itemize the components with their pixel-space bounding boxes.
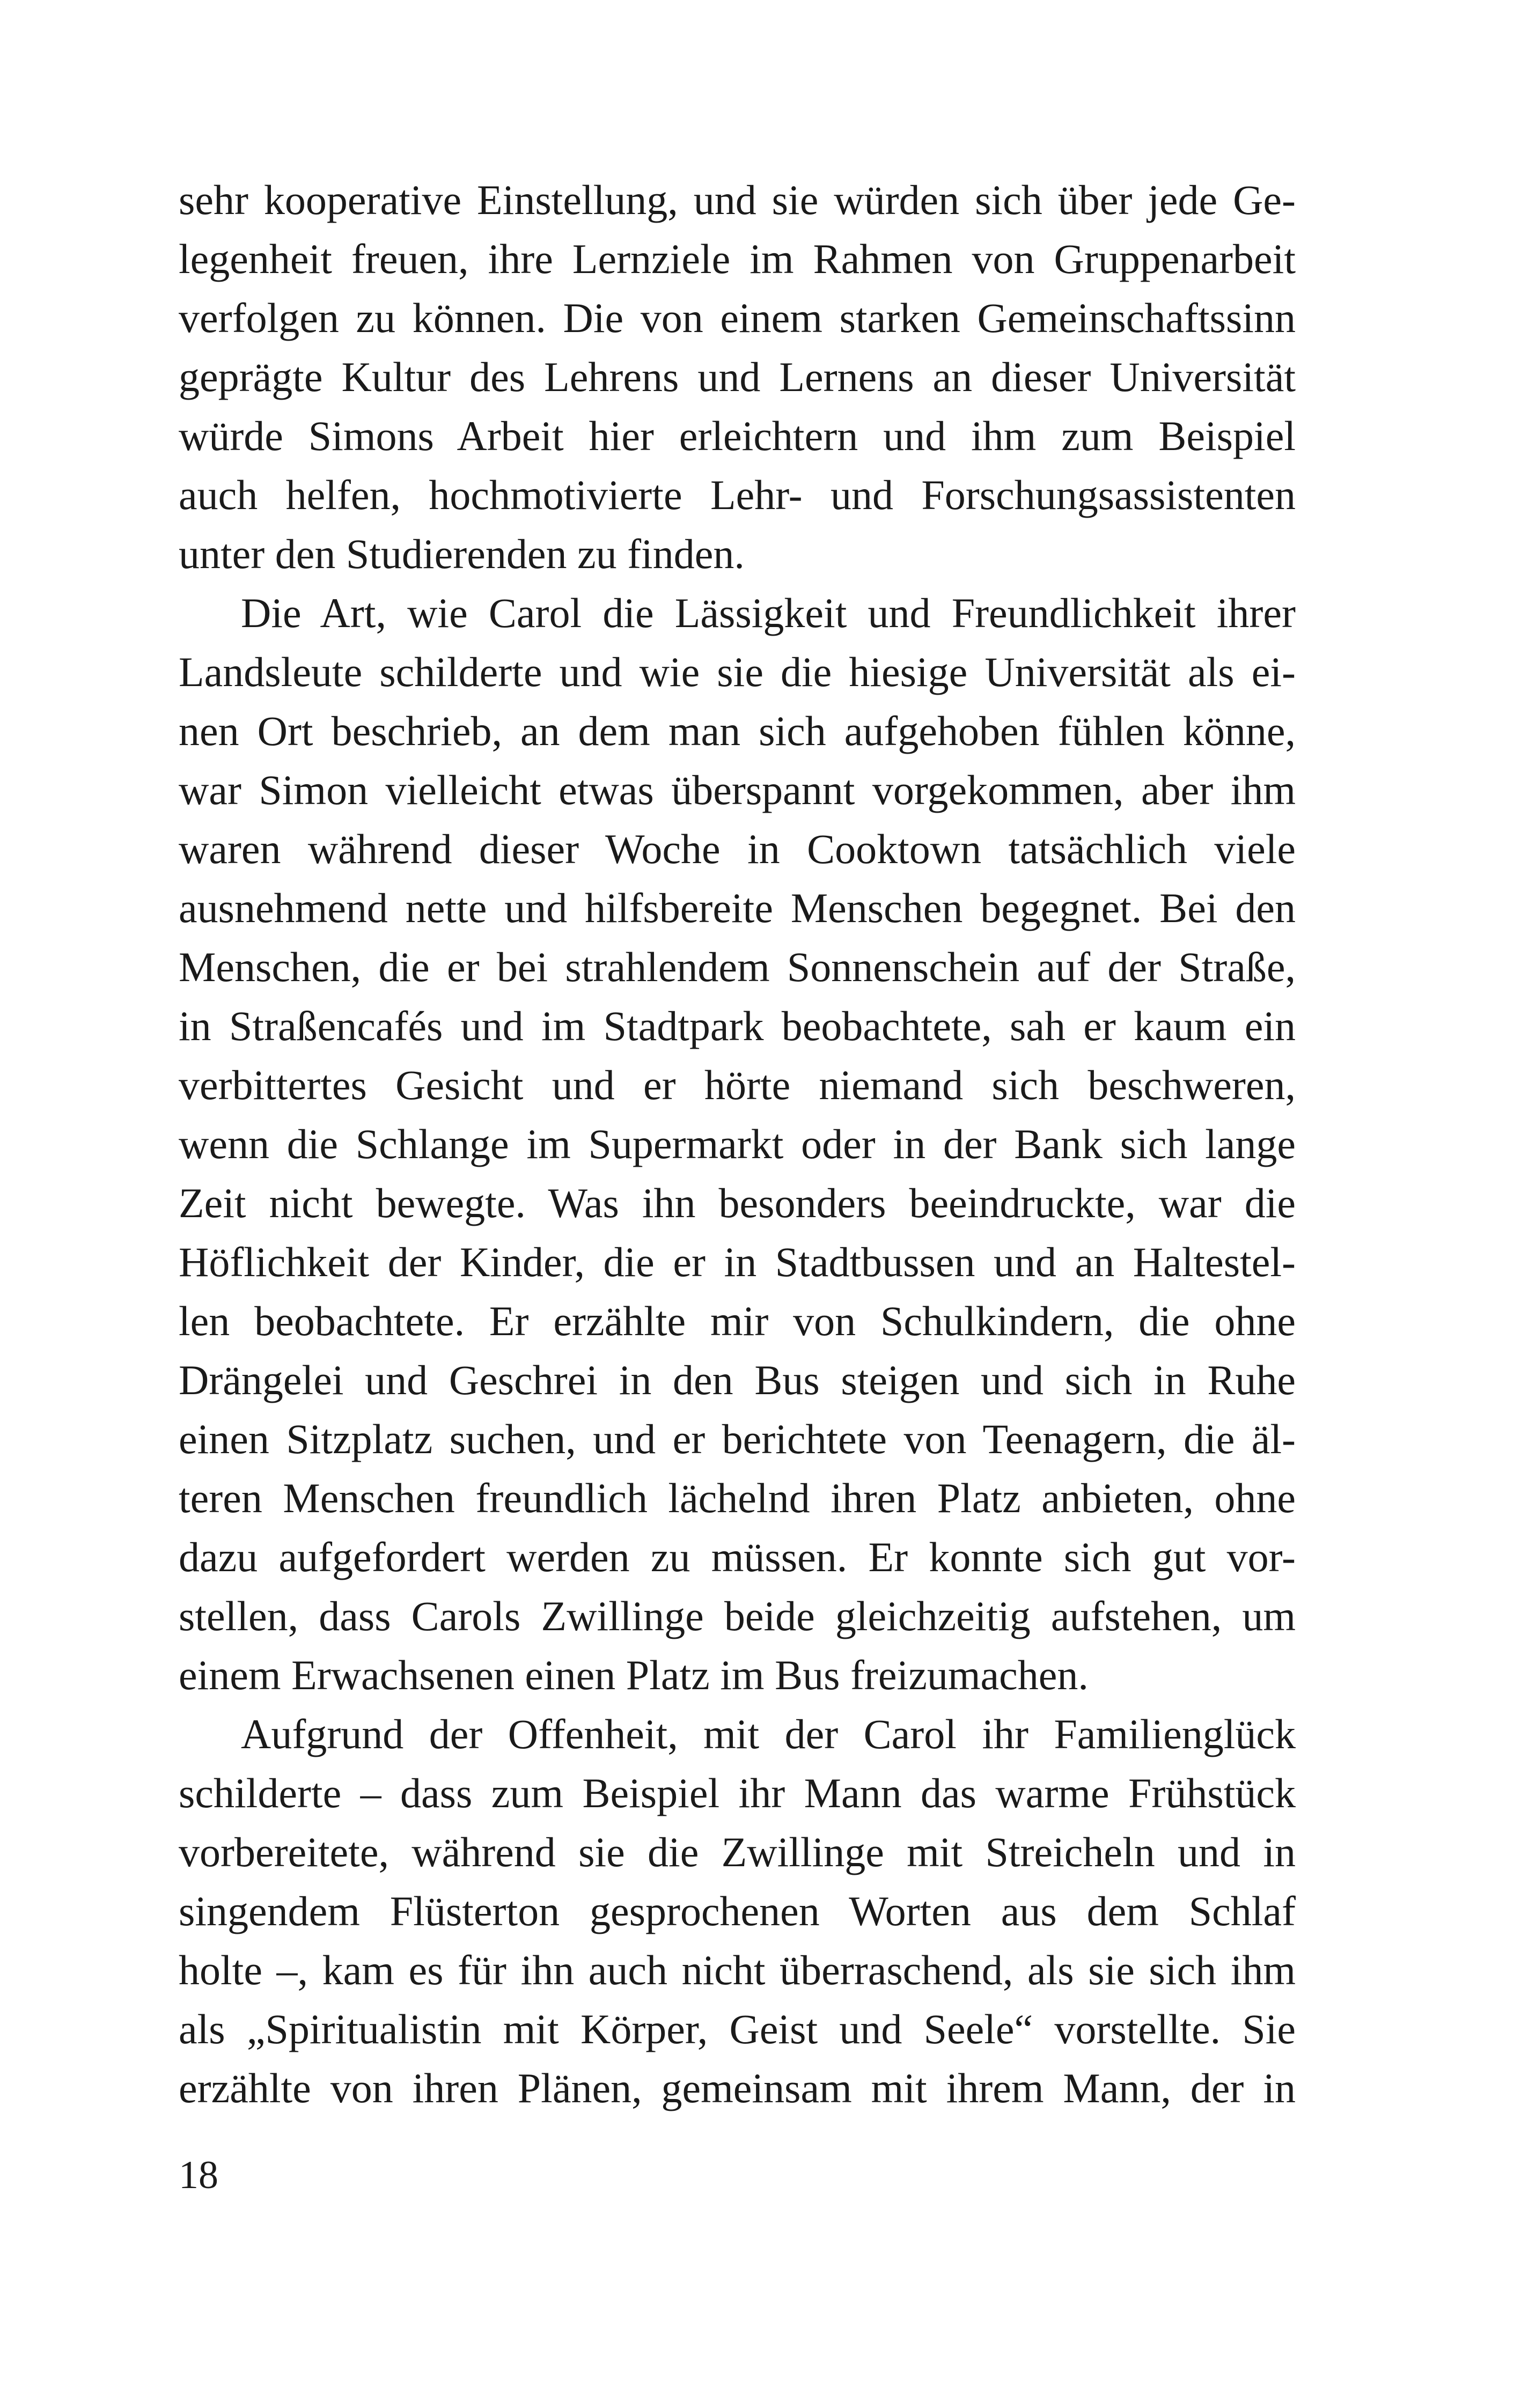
text-line: Zeit nicht bewegte. Was ihn besonders beeindruckte, war die: [179, 1180, 1296, 1226]
paragraph-1: [179, 171, 1296, 584]
text-line: geprägte Kultur des Lehrens und Lernens an dieser Universität: [179, 354, 1296, 400]
text-line: Drängelei und Geschrei in den Bus steigen und sich in Ruhe: [179, 1357, 1296, 1403]
text-line: len beobachtete. Er erzählte mir von Schulkindern, die ohne: [179, 1298, 1296, 1344]
text-line: sehr kooperative Einstellung, und sie würden sich über jede Ge-: [179, 176, 1296, 223]
text-line: auch helfen, hochmotivierte Lehr- und Forschungsassistenten: [179, 472, 1296, 518]
text-line: Aufgrund der Offenheit, mit der Carol ihr Familienglück: [241, 1711, 1296, 1757]
text-line: war Simon vielleicht etwas überspannt vorgekommen, aber ihm: [179, 767, 1296, 813]
text-line: holte –, kam es für ihn auch nicht überraschend, als sie sich ihm: [179, 1947, 1296, 1993]
body-text: [179, 171, 1296, 2118]
text-line: Landsleute schilderte und wie sie die hiesige Universität als ei-: [179, 649, 1296, 695]
text-line: würde Simons Arbeit hier erleichtern und ihm zum Beispiel: [179, 413, 1296, 459]
text-line: teren Menschen freundlich lächelnd ihren Platz anbieten, ohne: [179, 1475, 1296, 1521]
paragraph-2: [179, 584, 1296, 1705]
text-line: vorbereitete, während sie die Zwillinge mit Streicheln und in: [179, 1829, 1296, 1875]
text-line: Die Art, wie Carol die Lässigkeit und Freundlichkeit ihrer: [241, 590, 1296, 636]
text-line: verbittertes Gesicht und er hörte niemand sich beschweren,: [179, 1062, 1296, 1108]
text-line: stellen, dass Carols Zwillinge beide gleichzeitig aufstehen, um: [179, 1593, 1296, 1639]
text-line: in Straßencafés und im Stadtpark beobachtete, sah er kaum ein: [179, 1003, 1296, 1049]
text-line: erzählte von ihren Plänen, gemeinsam mit ihrem Mann, der in: [179, 2065, 1296, 2111]
text-line: verfolgen zu können. Die von einem starken Gemeinschaftssinn: [179, 294, 1296, 341]
text-line: legenheit freuen, ihre Lernziele im Rahmen von Gruppenarbeit: [179, 235, 1296, 282]
text-line: Höflichkeit der Kinder, die er in Stadtbussen und an Haltestel-: [179, 1239, 1296, 1285]
text-line: unter den Studierenden zu finden.: [179, 531, 745, 577]
text-line: waren während dieser Woche in Cooktown tatsächlich viele: [179, 826, 1296, 872]
text-line: nen Ort beschrieb, an dem man sich aufgehoben fühlen könne,: [179, 708, 1296, 754]
text-line: ausnehmend nette und hilfsbereite Menschen begegnet. Bei den: [179, 885, 1296, 931]
text-line: Menschen, die er bei strahlendem Sonnenschein auf der Straße,: [179, 944, 1296, 990]
text-line: einem Erwachsenen einen Platz im Bus freizumachen.: [179, 1652, 1089, 1698]
page-number: 18: [179, 2153, 218, 2197]
text-line: einen Sitzplatz suchen, und er berichtete von Teenagern, die äl-: [179, 1416, 1296, 1462]
text-line: schilderte – dass zum Beispiel ihr Mann das warme Frühstück: [179, 1770, 1296, 1816]
paragraph-3: [179, 1705, 1296, 2118]
text-line: als „Spiritualistin mit Körper, Geist und Seele“ vorstellte. Sie: [179, 2006, 1296, 2052]
text-line: wenn die Schlange im Supermarkt oder in der Bank sich lange: [179, 1121, 1296, 1167]
text-line: dazu aufgefordert werden zu müssen. Er konnte sich gut vor-: [179, 1534, 1296, 1580]
text-line: singendem Flüsterton gesprochenen Worten aus dem Schlaf: [179, 1888, 1296, 1934]
